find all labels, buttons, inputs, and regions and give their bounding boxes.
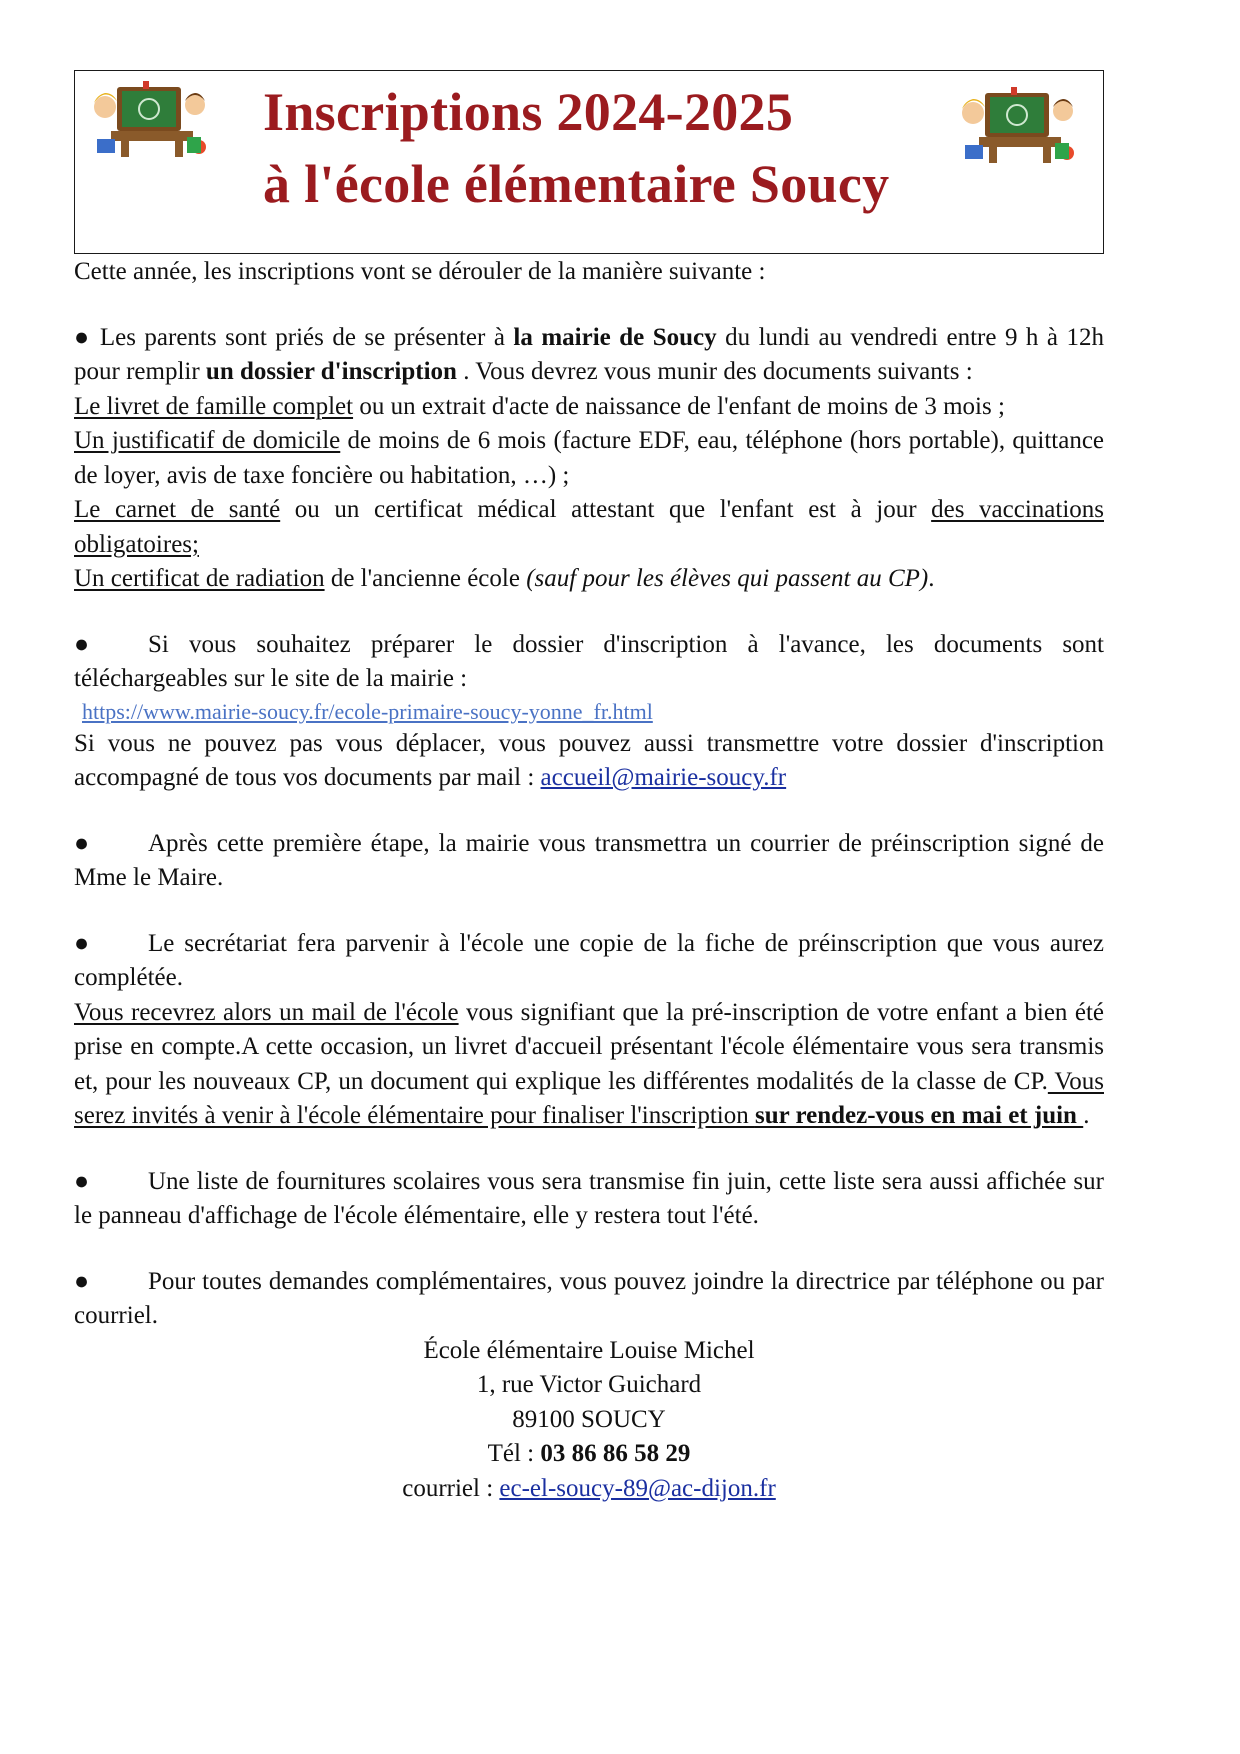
school-street: 1, rue Victor Guichard [476,1371,702,1398]
school-email: courriel : ec-el-soucy-89@ac-dijon.fr [402,1474,776,1502]
contact-block [74,1334,1104,1507]
title-line-1: Inscriptions 2024-2025 [263,82,794,142]
bullet-icon: ● [74,929,90,957]
step3-paragraph: ● Après cette première étape, la mairie vous transmettra un courrier de préinscription signé de Mme le Maire. [74,827,1104,896]
step6-paragraph: ● Pour toutes demandes complémentaires, vous pouvez joindre la directrice par téléphone ou par courriel. [74,1265,1104,1334]
bullet-icon: ● [74,1167,90,1195]
step2-paragraph: ● Si vous souhaitez préparer le dossier d'inscription à l'avance, les documents sont téléchargeables sur le site de la mairie : [74,628,1104,697]
school-children-clipart-icon [91,79,221,161]
intro-text: Cette année, les inscriptions vont se dérouler de la manière suivante : [74,258,766,285]
step4-details: Vous recevrez alors un mail de l'école vous signifiant que la pré-inscription de votre enfant a bien été prise en compte.A cette occasion, un livret d'accueil présentant l'école élémentaire vous sera transmis et, pour les nouveaux CP, un document qui explique les différentes modalités de la classe de CP. Vous serez invités à venir à l'école élémentaire pour finaliser l'inscription sur rendez-vous en mai et juin . [74,998,1104,1129]
dossier-emphasis: un dossier d'inscription [205,358,457,385]
title-box [74,70,1104,254]
document-body [74,255,1104,1506]
step2-mail-text: Si vous ne pouvez pas vous déplacer, vous pouvez aussi transmettre votre dossier d'inscription accompagné de tous vos documents par mail : accueil@mairie-soucy.fr [74,729,1104,791]
bullet-icon: ● [74,630,90,658]
doc-item-radiation: Un certificat de radiation de l'ancienne école (sauf pour les élèves qui passent au CP). [74,565,935,592]
rendez-vous-emphasis: sur rendez-vous en mai et juin [754,1102,1084,1129]
doc-item-carnet: Le carnet de santé ou un certificat médical attestant que l'enfant est à jour des vaccinations obligatoires; [74,496,1104,558]
title-line-2: à l'école élémentaire Soucy [263,154,890,214]
mairie-emphasis: la mairie de Soucy [513,323,717,351]
step4-paragraph: ● Le secrétariat fera parvenir à l'école une copie de la fiche de préinscription que vous aurez complétée. [74,927,1104,996]
school-email-link[interactable]: ec-el-soucy-89@ac-dijon.fr [499,1474,776,1502]
bullet-icon: ● [74,323,92,351]
bullet-icon: ● [74,829,90,857]
school-children-clipart-icon-right [959,85,1089,167]
step1-paragraph: ● Les parents sont priés de se présenter à la mairie de Soucy du lundi au vendredi entre 9 h à 12h pour remplir un dossier d'inscription . Vous devrez vous munir des documents suivants : [74,323,1104,385]
doc-item-justificatif: Un justificatif de domicile de moins de 6 mois (facture EDF, eau, téléphone (hors portable), quittance de loyer, avis de taxe foncière ou habitation, …) ; [74,427,1105,489]
school-name: École élémentaire Louise Michel [423,1336,755,1364]
bullet-icon: ● [74,1267,90,1295]
mairie-website-link[interactable]: https://www.mairie-soucy.fr/ecole-primaire-soucy-yonne_fr.html [82,698,653,724]
school-city: 89100 SOUCY [512,1405,666,1433]
mairie-email-link[interactable]: accueil@mairie-soucy.fr [540,764,787,791]
doc-item-livret: Le livret de famille complet ou un extrait d'acte de naissance de l'enfant de moins de 3 mois ; [74,392,1005,420]
school-phone: Tél : 03 86 86 58 29 [487,1440,691,1467]
step5-paragraph: ● Une liste de fournitures scolaires vous sera transmise fin juin, cette liste sera aussi affichée sur le panneau d'affichage de l'école élémentaire, elle y restera tout l'été. [74,1165,1104,1234]
